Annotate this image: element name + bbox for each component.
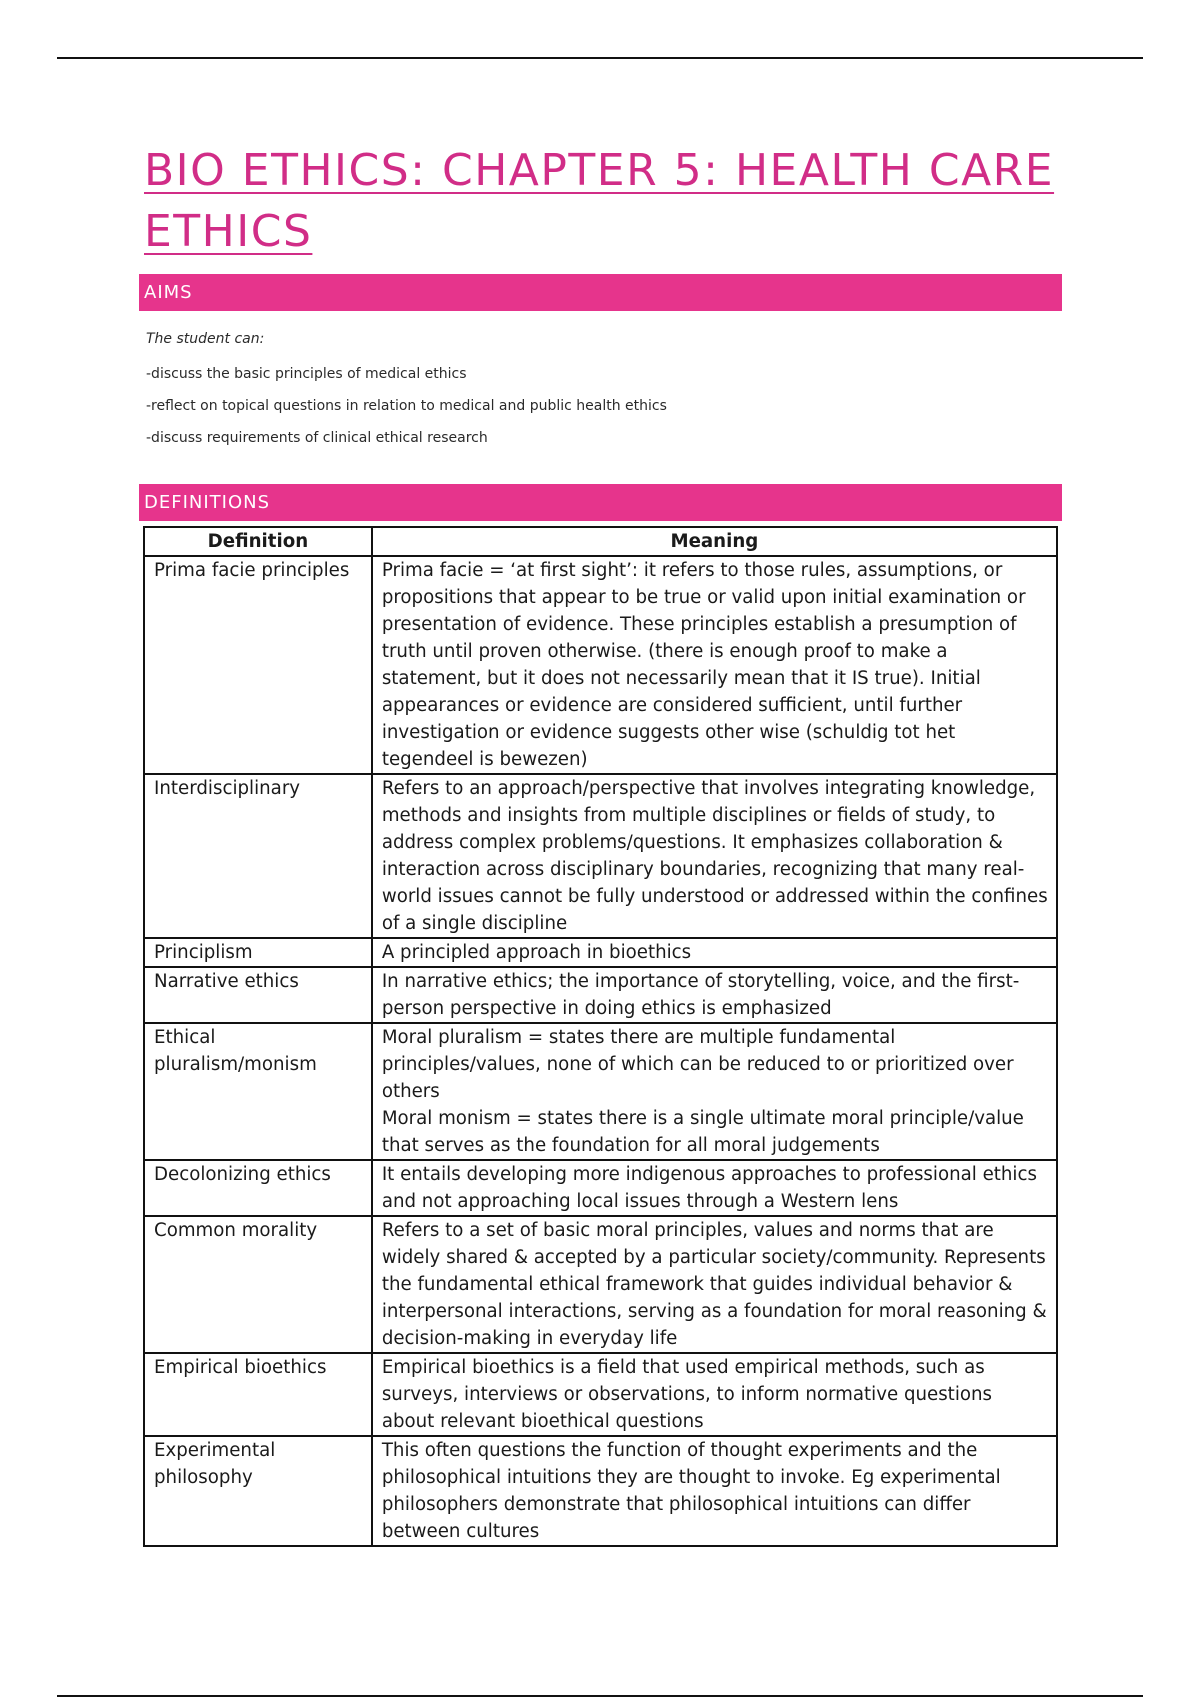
definition-term: Common morality (144, 1216, 372, 1353)
definitions-table (143, 526, 1058, 1547)
definition-term: Empirical bioethics (144, 1353, 372, 1436)
aims-intro: The student can: (146, 331, 265, 347)
definition-meaning: It entails developing more indigenous approaches to professional ethics and not approaching local issues through a Western lens (372, 1160, 1057, 1216)
aims-item: -reflect on topical questions in relation to medical and public health ethics (146, 398, 667, 414)
page-title: BIO ETHICS: CHAPTER 5: HEALTH CARE ETHICS (144, 145, 1055, 257)
definition-meaning: A principled approach in bioethics (372, 938, 1057, 967)
table-row (144, 1160, 1057, 1216)
definition-term: Prima facie principles (144, 556, 372, 774)
definition-meaning: In narrative ethics; the importance of storytelling, voice, and the first-person perspective in doing ethics is emphasized (372, 967, 1057, 1023)
table-row (144, 967, 1057, 1023)
table-row (144, 938, 1057, 967)
column-header-definition: Definition (144, 527, 372, 556)
definition-meaning: Refers to a set of basic moral principles, values and norms that are widely shared & accepted by a particular society/community. Represents the fundamental ethical framework that guides individual behavior & interpersonal interactions, serving as a foundation for moral reasoning & decision-making in everyday life (372, 1216, 1057, 1353)
footer-rule (57, 1695, 1143, 1697)
column-header-meaning: Meaning (372, 527, 1057, 556)
table-row (144, 1353, 1057, 1436)
definition-meaning: This often questions the function of thought experiments and the philosophical intuitions they are thought to invoke. Eg experimental philosophers demonstrate that philosophical intuitions can differ between cultures (372, 1436, 1057, 1546)
table-header-row (144, 527, 1057, 556)
table-row (144, 556, 1057, 774)
definition-meaning: Prima facie = ‘at first sight’: it refers to those rules, assumptions, or propositions that appear to be true or valid upon initial examination or presentation of evidence. These principles establish a presumption of truth until proven otherwise. (there is enough proof to make a statement, but it does not necessarily mean that it IS true). Initial appearances or evidence are considered sufficient, until further investigation or evidence suggests other wise (schuldig tot het tegendeel is bewezen) (372, 556, 1057, 774)
definitions-section-heading: DEFINITIONS (139, 484, 1062, 521)
table-row (144, 774, 1057, 938)
meaning-paragraph-pluralism: Moral pluralism = states there are multiple fundamental principles/values, none of which can be reduced to or prioritized over others (381, 1027, 1014, 1102)
definition-term: Experimental philosophy (144, 1436, 372, 1546)
definition-term: Narrative ethics (144, 967, 372, 1023)
aims-list (146, 326, 686, 454)
aims-section-heading: AIMS (139, 274, 1062, 311)
definition-term: Principlism (144, 938, 372, 967)
meaning-paragraph-monism: Moral monism = states there is a single ultimate moral principle/value that serves as the foundation for all moral judgements (381, 1108, 1024, 1156)
aims-item: -discuss the basic principles of medical ethics (146, 366, 467, 382)
table-row (144, 1023, 1057, 1160)
definition-meaning: Refers to an approach/perspective that involves integrating knowledge, methods and insights from multiple disciplines or fields of study, to address complex problems/questions. It emphasizes collaboration & interaction across disciplinary boundaries, recognizing that many real-world issues cannot be fully understood or addressed within the confines of a single discipline (372, 774, 1057, 938)
aims-item: -discuss requirements of clinical ethical research (146, 430, 488, 446)
definition-term: Interdisciplinary (144, 774, 372, 938)
table-row (144, 1216, 1057, 1353)
definition-meaning: Empirical bioethics is a field that used empirical methods, such as surveys, interviews or observations, to inform normative questions about relevant bioethical questions (372, 1353, 1057, 1436)
table-row (144, 1436, 1057, 1546)
header-rule (57, 57, 1143, 59)
definition-term: Decolonizing ethics (144, 1160, 372, 1216)
definition-term: Ethical pluralism/monism (144, 1023, 372, 1160)
definition-meaning (372, 1023, 1057, 1160)
